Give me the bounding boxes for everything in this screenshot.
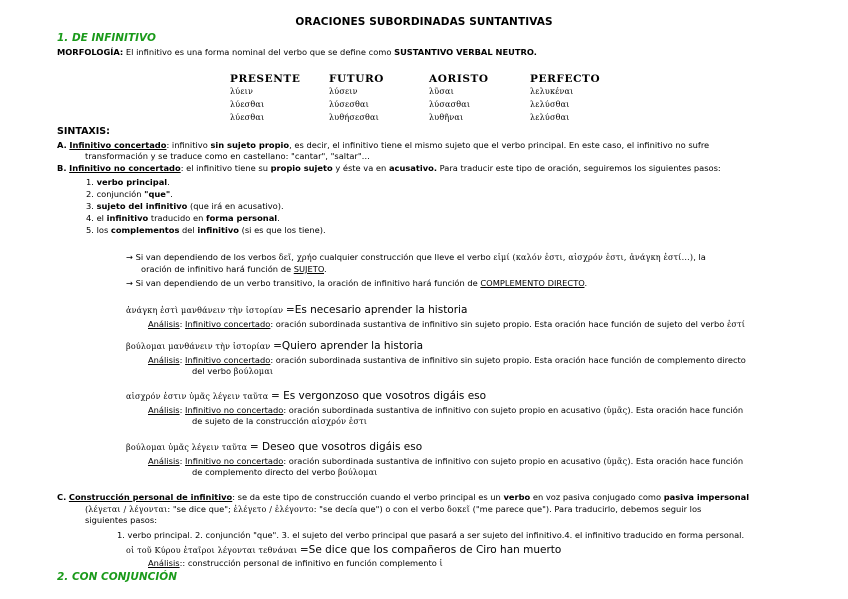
analysis-text: : oración subordinada sustantiva de infinitivo con sujeto propio en acusativo ( bbox=[283, 456, 607, 466]
example-2-sentence bbox=[126, 341, 423, 352]
item-c-bold1: verbo bbox=[503, 492, 531, 502]
analysis-label: Análisis bbox=[148, 405, 180, 415]
analysis-term: Infinitivo concertado bbox=[185, 355, 271, 365]
example-1-sentence bbox=[126, 305, 467, 316]
arrow-text: oración de infinitivo hará función de bbox=[141, 264, 292, 274]
item-a-line1 bbox=[57, 140, 709, 150]
morfologia-bold: SUSTANTIVO VERBAL NEUTRO. bbox=[394, 47, 537, 57]
analysis-text: : oración subordinada sustantiva de infinitivo sin sujeto propio. Esta oración hace función de sujeto del verbo bbox=[270, 319, 725, 329]
greek-sentence: βούλομαι μανθάνειν τὴν ἱστορίαν bbox=[126, 342, 271, 351]
step-item bbox=[86, 189, 173, 199]
table-cell: λύεσθαι bbox=[230, 100, 265, 109]
analysis-text: ). Esta oración hace función bbox=[627, 405, 744, 415]
greek-text: αἰσχρόν ἐστι bbox=[311, 417, 368, 426]
table-cell: λύειν bbox=[230, 87, 254, 96]
step-item bbox=[86, 201, 284, 211]
item-b-term: Infinitivo no concertado bbox=[69, 163, 181, 173]
example-3-sentence bbox=[126, 391, 486, 402]
item-c-text: ( bbox=[85, 504, 89, 514]
item-c-text: : "se dice que"; bbox=[167, 504, 231, 514]
table-header-aoristo: AORISTO bbox=[429, 73, 489, 85]
step-number: 2. bbox=[86, 189, 94, 199]
table-cell: λύσεσθαι bbox=[329, 100, 369, 109]
step-number: 5. bbox=[86, 225, 94, 235]
arrow-text: . bbox=[584, 278, 588, 288]
item-b-bold1: propio sujeto bbox=[270, 163, 333, 173]
item-c-analysis: Análisis:: construcción personal de infinitivo en función complemento ἰ bbox=[148, 558, 443, 568]
analysis-term: Infinitivo no concertado bbox=[185, 405, 284, 415]
greek-sentence: λέγειν ταῦτα bbox=[191, 443, 248, 452]
table-cell: λελυκέναι bbox=[530, 87, 574, 96]
greek-text: λέγεται / λέγονται bbox=[88, 505, 168, 514]
item-a-term: Infinitivo concertado bbox=[69, 140, 167, 150]
example-4-analysis-line2 bbox=[192, 467, 378, 478]
greek-text: ἐστί bbox=[726, 320, 746, 329]
arrow-text: → Si van dependiendo de los verbos bbox=[126, 252, 277, 262]
example-4-analysis: Análisis: Infinitivo no concertado: oración subordinada sustantiva de infinitivo con sujeto propio en acusativo (ὑμᾶς). Esta oración hace función bbox=[148, 456, 744, 466]
translation: = Es vergonzoso que vosotros digáis eso bbox=[270, 390, 487, 402]
translation: = Deseo que vosotros digáis eso bbox=[249, 441, 423, 453]
table-cell: λυθῆναι bbox=[429, 113, 464, 122]
item-c-text2: en voz pasiva conjugado como bbox=[532, 492, 662, 502]
arrow-note-1 bbox=[126, 252, 706, 263]
step-number: 3. bbox=[86, 201, 94, 211]
table-header-perfecto: PERFECTO bbox=[530, 73, 601, 85]
page-title: ORACIONES SUBORDINADAS SUNTANTIVAS bbox=[295, 16, 553, 28]
item-c-term: Construcción personal de infinitivo bbox=[68, 492, 233, 502]
greek-text: ἰ bbox=[439, 559, 443, 568]
greek-sentence: λέγειν ταῦτα bbox=[212, 392, 269, 401]
item-a-text1: : infinitivo bbox=[166, 140, 208, 150]
example-2-analysis: Análisis: Infinitivo concertado: oración subordinada sustantiva de infinitivo sin sujeto propio. Esta oración hace función de complemento directo bbox=[148, 355, 746, 365]
example-3-analysis-line2 bbox=[192, 416, 367, 427]
item-c-line2 bbox=[85, 504, 701, 515]
step-rest: (si es que los tiene). bbox=[241, 225, 326, 235]
step-pre: el bbox=[96, 213, 104, 223]
step-bold: sujeto del infinitivo bbox=[96, 201, 188, 211]
example-2-analysis-line2 bbox=[192, 366, 273, 377]
table-cell: λύσειν bbox=[329, 87, 358, 96]
table-header-futuro: FUTURO bbox=[329, 73, 385, 85]
step-item bbox=[86, 225, 326, 235]
step-item bbox=[86, 177, 170, 187]
section-heading-infinitivo: 1. DE INFINITIVO bbox=[57, 32, 156, 44]
arrow-text: . bbox=[324, 264, 327, 274]
arrow-text: o cualquier construcción que lleve el verbo bbox=[311, 252, 491, 262]
step-bold: verbo principal bbox=[96, 177, 168, 187]
step-pre: los bbox=[96, 225, 109, 235]
greek-text: εἰμί (καλόν ἐστι, αἰσχρόν ἐστι, ἀνάγκη ἐστί...) bbox=[493, 253, 694, 262]
analysis-text: ). Esta oración hace función bbox=[627, 456, 744, 466]
arrow-note-2 bbox=[126, 278, 587, 288]
greek-text: ὑμᾶς bbox=[606, 457, 628, 466]
morfologia-line bbox=[57, 47, 537, 57]
analysis-label: Análisis bbox=[148, 558, 180, 568]
analysis-text: de sujeto de la construcción bbox=[192, 416, 309, 426]
item-a-letter: A. bbox=[57, 140, 67, 150]
analysis-text: de complemento directo del verbo bbox=[192, 467, 336, 477]
greek-sentence: αἰσχρόν ἐστιν ὑμᾶς bbox=[126, 392, 211, 401]
step-mid: del bbox=[182, 225, 195, 235]
analysis-label: Análisis bbox=[148, 355, 180, 365]
table-cell: λύσασθαι bbox=[429, 100, 471, 109]
step-bold2: forma personal bbox=[205, 213, 278, 223]
analysis-term: Infinitivo no concertado bbox=[185, 456, 284, 466]
analysis-text: : oración subordinada sustantiva de infinitivo con sujeto propio en acusativo ( bbox=[283, 405, 607, 415]
item-c-line3: siguientes pasos: bbox=[85, 515, 158, 525]
item-a-text2: , es decir, el infinitivo tiene el mismo sujeto que el verbo principal. En este caso, el infinitivo no sufre bbox=[289, 140, 710, 150]
item-b-text3: Para traducir este tipo de oración, seguiremos los siguientes pasos: bbox=[439, 163, 721, 173]
item-c-line1 bbox=[57, 492, 749, 502]
analysis-text: : construcción personal de infinitivo en función complemento bbox=[182, 558, 437, 568]
item-c-letter: C. bbox=[57, 492, 67, 502]
item-b-text1: : el infinitivo tiene su bbox=[180, 163, 268, 173]
example-3-analysis: Análisis: Infinitivo no concertado: oración subordinada sustantiva de infinitivo con sujeto propio en acusativo (ὑμᾶς). Esta oración hace función bbox=[148, 405, 744, 415]
item-c-text: : "se decía que") o con el verbo bbox=[313, 504, 445, 514]
table-cell: λελύσθαι bbox=[530, 113, 570, 122]
greek-sentence: βούλομαι ὑμᾶς bbox=[126, 443, 190, 452]
step-rest: (que irá en acusativo). bbox=[189, 201, 284, 211]
step-rest: . bbox=[277, 213, 280, 223]
translation: =Se dice que los compañeros de Ciro han muerto bbox=[299, 544, 562, 556]
arrow-text: → Si van dependiendo de un verbo transitivo, la oración de infinitivo hará función de bbox=[126, 278, 478, 288]
item-b-line1 bbox=[57, 163, 721, 173]
greek-text: βούλομαι bbox=[233, 367, 274, 376]
greek-text: βούλομαι bbox=[337, 468, 378, 477]
step-rest: . bbox=[170, 189, 173, 199]
table-cell: λελύσθαι bbox=[530, 100, 570, 109]
analysis-label: Análisis bbox=[148, 456, 180, 466]
table-cell: λύεσθαι bbox=[230, 113, 265, 122]
step-item bbox=[86, 213, 280, 223]
greek-text: ὑμᾶς bbox=[606, 406, 628, 415]
greek-text: δοκεῖ bbox=[447, 505, 470, 514]
step-rest: . bbox=[167, 177, 170, 187]
analysis-text: del verbo bbox=[192, 366, 232, 376]
step-bold2: infinitivo bbox=[197, 225, 239, 235]
item-c-steps: 1. verbo principal. 2. conjunción "que". 3. el sujeto del verbo principal que pasará a ser sujeto del infinitivo.4. el infinitivo traducido en forma personal. bbox=[117, 530, 745, 540]
arrow-note-1-line2 bbox=[141, 264, 327, 274]
table-header-presente: PRESENTE bbox=[230, 73, 301, 85]
item-a-line2: transformación y se traduce como en castellano: "cantar", "saltar"… bbox=[85, 151, 370, 161]
item-c-example bbox=[126, 545, 561, 556]
example-1-analysis: Análisis: Infinitivo concertado: oración subordinada sustantiva de infinitivo sin sujeto propio. Esta oración hace función de sujeto del verbo ἐστί bbox=[148, 319, 746, 329]
item-c-text1: : se da este tipo de construcción cuando el verbo principal es un bbox=[232, 492, 501, 502]
section-heading-conjuncion: 2. CON CONJUNCIÓN bbox=[57, 571, 177, 583]
analysis-text: : oración subordinada sustantiva de infinitivo sin sujeto propio. Esta oración hace función de complemento directo bbox=[270, 355, 746, 365]
greek-sentence: ἀνάγκη ἐστὶ μανθάνειν τὴν ἱστορίαν bbox=[126, 306, 284, 315]
step-bold: infinitivo bbox=[106, 213, 149, 223]
step-pre: conjunción bbox=[96, 189, 142, 199]
item-c-bold2: pasiva impersonal bbox=[663, 492, 750, 502]
item-c-text: ("me parece que"). Para traducirlo, debemos seguir los bbox=[472, 504, 702, 514]
example-4-sentence bbox=[126, 442, 422, 453]
sujeto-term: SUJETO bbox=[293, 264, 325, 274]
table-cell: λυθήσεσθαι bbox=[329, 113, 379, 122]
table-cell: λῦσαι bbox=[429, 87, 454, 96]
step-bold: complementos bbox=[110, 225, 180, 235]
step-mid: traducido en bbox=[150, 213, 204, 223]
item-b-bold2: acusativo. bbox=[388, 163, 437, 173]
step-number: 4. bbox=[86, 213, 94, 223]
item-b-text2: y éste va en bbox=[335, 163, 387, 173]
item-a-bold1: sin sujeto propio bbox=[210, 140, 290, 150]
greek-sentence: οἱ τοῦ Κύρου ἑταῖροι λέγονται τεθνάναι bbox=[126, 546, 298, 555]
item-b-letter: B. bbox=[57, 163, 67, 173]
sintaxis-label bbox=[57, 127, 110, 137]
analysis-term: Infinitivo concertado bbox=[185, 319, 271, 329]
morfologia-label: MORFOLOGÍA: bbox=[57, 47, 124, 57]
arrow-text: , la bbox=[693, 252, 706, 262]
sintaxis-label-text: SINTAXIS: bbox=[57, 126, 110, 137]
cd-term: COMPLEMENTO DIRECTO bbox=[480, 278, 585, 288]
morfologia-text: El infinitivo es una forma nominal del verbo que se define como bbox=[125, 47, 392, 57]
analysis-label: Análisis bbox=[148, 319, 180, 329]
greek-text: δεῖ, χρή bbox=[278, 253, 312, 262]
greek-text: ἐλέγετο / ἐλέγοντο bbox=[233, 505, 314, 514]
translation: =Quiero aprender la historia bbox=[273, 340, 424, 352]
translation: =Es necesario aprender la historia bbox=[285, 304, 468, 316]
step-number: 1. bbox=[86, 177, 94, 187]
step-bold: "que" bbox=[144, 189, 171, 199]
